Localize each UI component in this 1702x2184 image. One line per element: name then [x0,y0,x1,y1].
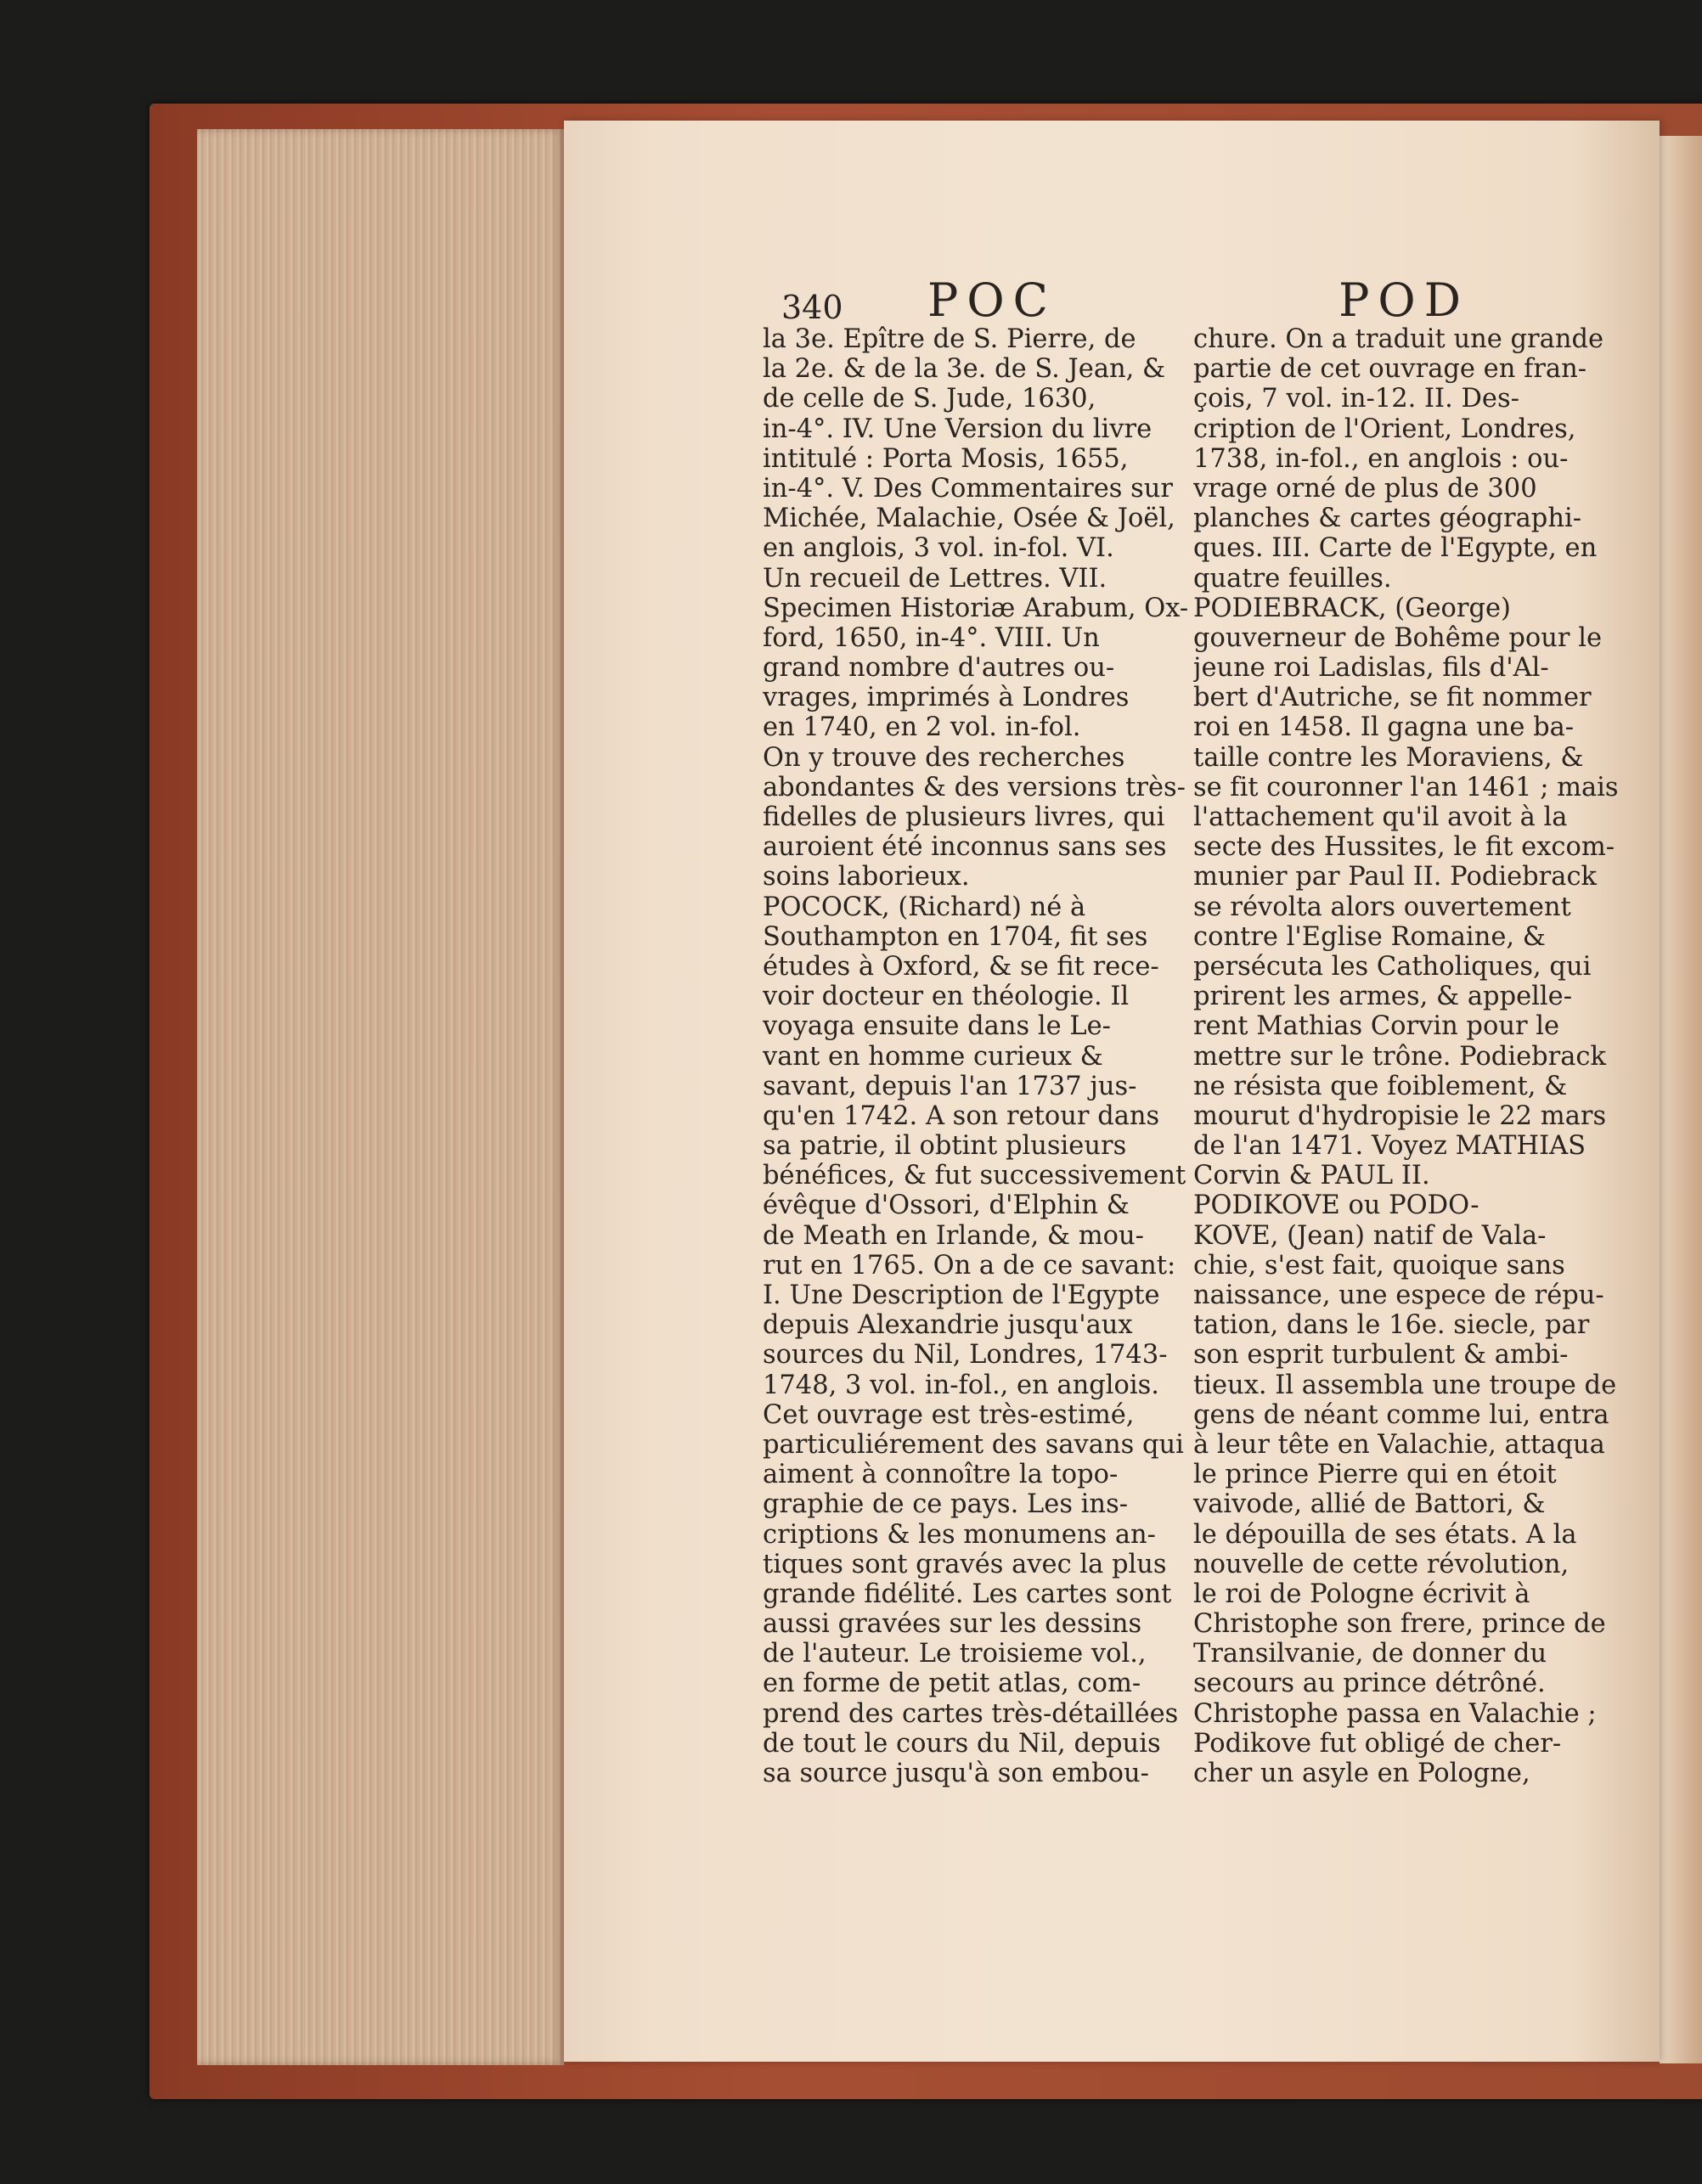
text-line: rut en 1765. On a de ce savant: [763,1250,1176,1281]
text-line: Un recueil de Lettres. VII. [763,563,1107,594]
text-line: depuis Alexandrie jusqu'aux [763,1310,1133,1341]
text-line: munier par Paul II. Podiebrack [1193,862,1598,892]
text-line: Podikove fut obligé de cher- [1193,1728,1562,1759]
text-line: grand nombre d'autres ou- [763,653,1115,684]
text-line: aussi gravées sur les dessins [763,1609,1142,1640]
text-line: fidelles de plusieurs livres, qui [763,802,1165,832]
text-line: en forme de petit atlas, com- [763,1669,1141,1699]
text-line: secte des Hussites, le fit excom- [1193,832,1615,863]
text-line: graphie de ce pays. Les ins- [763,1489,1129,1520]
text-line: tieux. Il assembla une troupe de [1193,1370,1617,1400]
text-line: de tout le cours du Nil, depuis [763,1728,1161,1759]
text-line: chure. On a traduit une grande [1193,324,1604,354]
text-line: PODIKOVE ou PODO- [1193,1191,1479,1221]
text-line: I. Une Description de l'Egypte [763,1281,1160,1310]
text-line: Corvin & PAUL II. [1193,1161,1430,1191]
text-line: la 3e. Epître de S. Pierre, de [763,324,1136,354]
text-line: Transilvanie, de donner du [1193,1639,1547,1669]
text-line: planches & cartes géographi- [1193,504,1582,534]
text-line: voir docteur en théologie. Il [763,982,1130,1012]
text-line: se révolta alors ouvertement [1193,892,1571,922]
page-number: 340 [781,289,843,326]
text-line: voyaga ensuite dans le Le- [763,1011,1111,1042]
text-line: grande fidélité. Les cartes sont [763,1579,1172,1609]
text-line: de Meath en Irlande, & mou- [763,1220,1144,1251]
text-line: prirent les armes, & appelle- [1193,982,1573,1012]
text-line: in-4°. IV. Une Version du livre [763,414,1153,444]
text-line: persécuta les Catholiques, qui [1193,951,1592,982]
text-line: ford, 1650, in-4°. VIII. Un [763,622,1100,653]
text-line: POCOCK, (Richard) né à [763,892,1086,922]
text-line: évêque d'Ossori, d'Elphin & [763,1191,1130,1221]
text-line: le dépouilla de ses états. A la [1193,1519,1577,1550]
text-line: chie, s'est fait, quoique sans [1193,1250,1565,1281]
text-line: prend des cartes très-détaillées [763,1698,1179,1729]
text-line: le roi de Pologne écrivit à [1193,1579,1530,1609]
text-line: 1738, in-fol., en anglois : ou- [1193,443,1569,474]
text-line: roi en 1458. Il gagna une ba- [1193,712,1575,743]
text-line: la 2e. & de la 3e. de S. Jean, & [763,354,1166,385]
text-line: le prince Pierre qui en étoit [1193,1460,1557,1490]
left-text-column [763,324,1189,1788]
text-line: cription de l'Orient, Londres, [1193,414,1576,444]
right-text-column [1193,324,1618,1788]
text-line: cher un asyle en Pologne, [1193,1759,1530,1788]
text-line: Christophe passa en Valachie ; [1193,1698,1597,1729]
text-line: bert d'Autriche, se fit nommer [1193,683,1592,713]
text-line: çois, 7 vol. in-12. II. Des- [1193,384,1519,414]
text-line: gens de néant comme lui, entra [1193,1399,1609,1430]
facing-page-edge [1660,136,1702,2063]
text-line: soins laborieux. [763,862,970,892]
text-line: in-4°. V. Des Commentaires sur [763,473,1173,504]
text-line: tiques sont gravés avec la plus [763,1549,1167,1579]
text-line: KOVE, (Jean) natif de Vala- [1193,1220,1547,1251]
text-line: gouverneur de Bohême pour le [1193,622,1603,653]
page-stack-edge [197,129,564,2065]
text-line: 1748, 3 vol. in-fol., en anglois. [763,1370,1160,1400]
text-line: en 1740, en 2 vol. in-fol. [763,712,1081,743]
text-line: particuliérement des savans qui [763,1429,1184,1460]
text-line: tation, dans le 16e. siecle, par [1193,1310,1590,1341]
right-running-head: POD [1338,273,1469,327]
text-line: l'attachement qu'il avoit à la [1193,802,1568,832]
text-line: bénéfices, & fut successivement [763,1161,1186,1191]
text-line: vrage orné de plus de 300 [1193,473,1537,504]
text-line: jeune roi Ladislas, fils d'Al- [1193,653,1549,684]
text-line: PODIEBRACK, (George) [1193,593,1511,623]
text-line: intitulé : Porta Mosis, 1655, [763,443,1129,474]
text-line: sources du Nil, Londres, 1743- [763,1340,1168,1371]
text-line: contre l'Eglise Romaine, & [1193,921,1546,952]
text-line: études à Oxford, & se fit rece- [763,951,1159,982]
text-line: partie de cet ouvrage en fran- [1193,354,1587,385]
text-line: vant en homme curieux & [763,1041,1103,1072]
text-line: en anglois, 3 vol. in-fol. VI. [763,533,1114,564]
text-line: vaivode, allié de Battori, & [1193,1489,1546,1520]
text-line: mourut d'hydropisie le 22 mars [1193,1100,1607,1131]
text-line: vrages, imprimés à Londres [763,683,1130,713]
text-line: Cet ouvrage est très-estimé, [763,1399,1135,1430]
text-line: savant, depuis l'an 1737 jus- [763,1071,1137,1101]
text-line: ques. III. Carte de l'Egypte, en [1193,533,1598,564]
text-line: Specimen Historiæ Arabum, Ox- [763,593,1189,623]
text-line: quatre feuilles. [1193,563,1392,594]
text-line: secours au prince détrôné. [1193,1669,1546,1699]
text-line: On y trouve des recherches [763,742,1125,773]
text-line: taille contre les Moraviens, & [1193,742,1584,773]
text-line: Christophe son frere, prince de [1193,1609,1606,1640]
text-line: se fit couronner l'an 1461 ; mais [1193,772,1618,802]
text-line: de l'an 1471. Voyez MATHIAS [1193,1131,1586,1162]
text-line: Michée, Malachie, Osée & Joël, [763,504,1175,534]
text-line: Southampton en 1704, fit ses [763,921,1148,952]
left-running-head: POC [927,273,1057,327]
text-line: abondantes & des versions très- [763,772,1186,802]
text-line: naissance, une espece de répu- [1193,1281,1604,1310]
text-line: sa source jusqu'à son embou- [763,1759,1149,1788]
text-line: son esprit turbulent & ambi- [1193,1340,1569,1371]
text-line: mettre sur le trône. Podiebrack [1193,1041,1606,1072]
text-line: criptions & les monumens an- [763,1519,1156,1550]
text-line: aiment à connoître la topo- [763,1460,1119,1490]
text-line: sa patrie, il obtint plusieurs [763,1131,1127,1162]
text-line: de l'auteur. Le troisieme vol., [763,1639,1147,1669]
text-line: rent Mathias Corvin pour le [1193,1011,1560,1042]
text-line: qu'en 1742. A son retour dans [763,1100,1160,1131]
text-line: nouvelle de cette révolution, [1193,1549,1570,1579]
text-line: de celle de S. Jude, 1630, [763,384,1096,414]
text-line: auroient été inconnus sans ses [763,832,1167,863]
text-line: à leur tête en Valachie, attaqua [1193,1429,1605,1460]
text-line: ne résista que foiblement, & [1193,1071,1568,1101]
